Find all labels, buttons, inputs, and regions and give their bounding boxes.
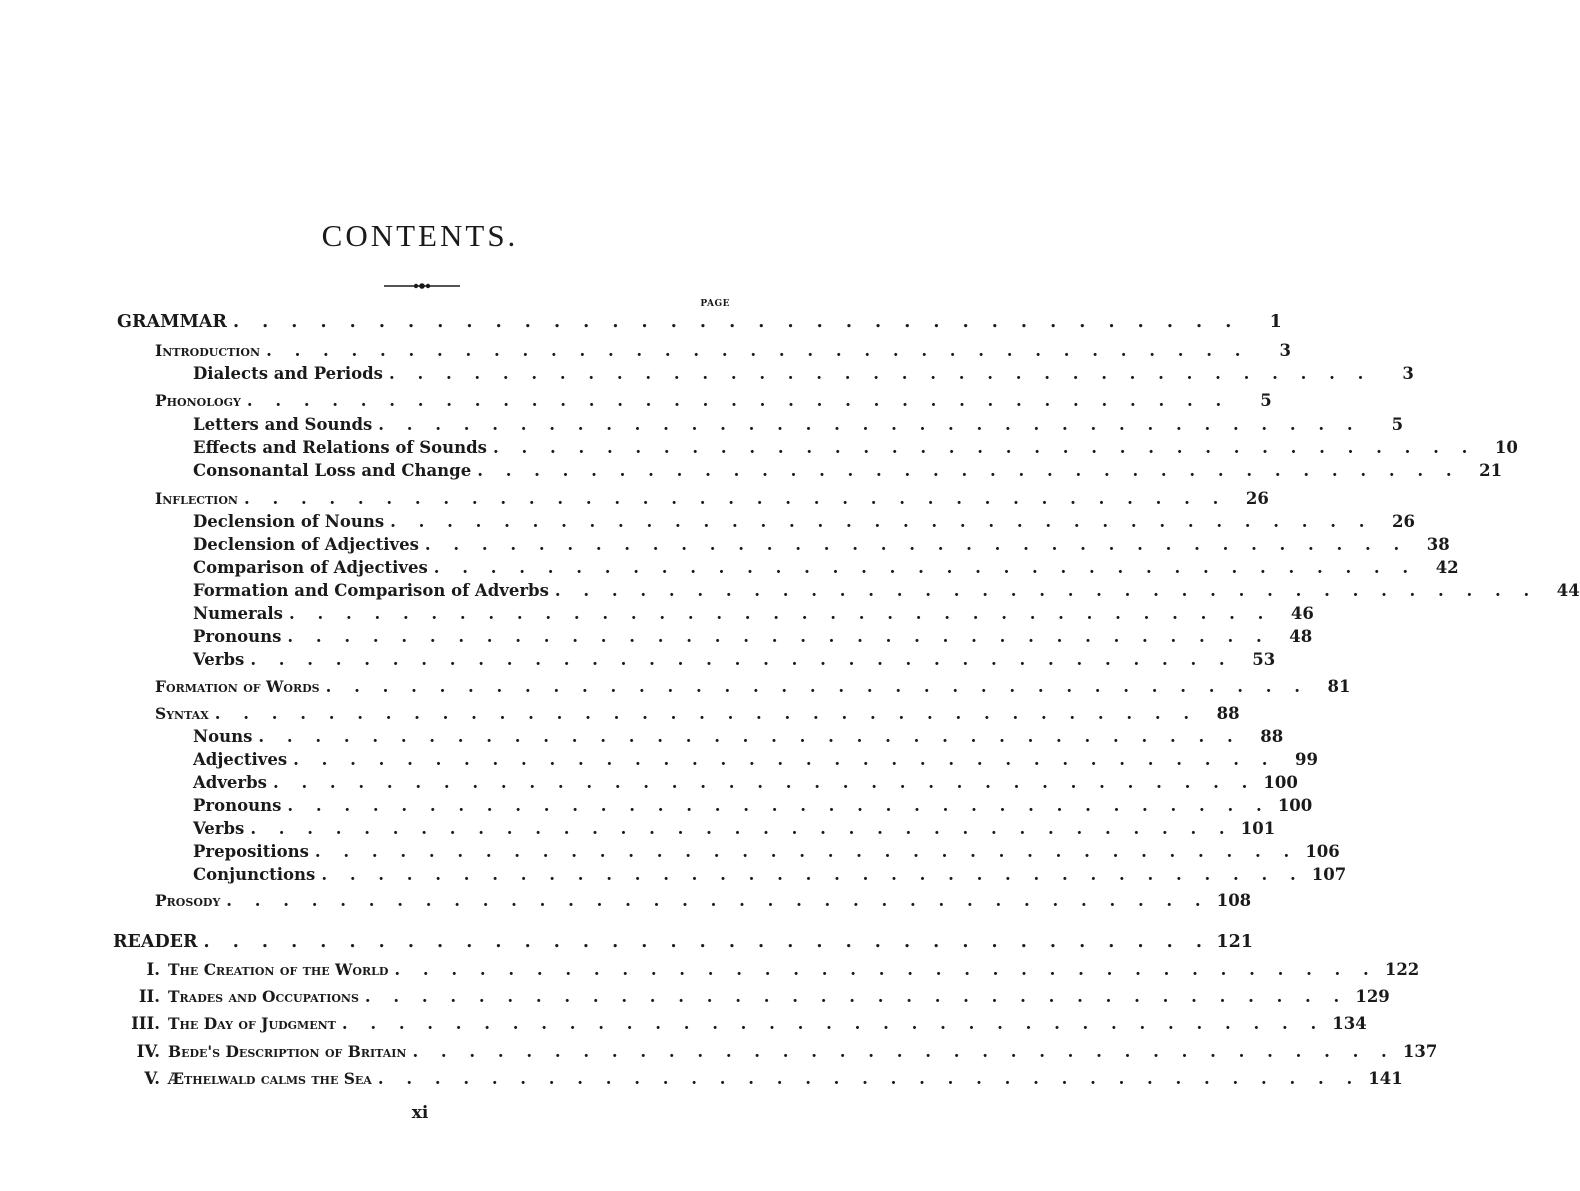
dot-leader: . . . . . . . . . . . . . . . . . . . . . . . . . . . . . . . . . . . xyxy=(232,312,1240,332)
toc-page: 122 xyxy=(1384,960,1420,979)
page-column-header: PAGE xyxy=(700,299,730,309)
toc-entry-formation-words[interactable] xyxy=(155,675,1351,697)
toc-entry-reader[interactable] xyxy=(113,930,1253,952)
toc-label: Pronouns xyxy=(193,796,282,815)
toc-page: 5 xyxy=(1391,415,1404,434)
toc-entry-pronouns[interactable] xyxy=(193,625,1313,647)
toc-page: 3 xyxy=(1402,364,1414,383)
toc-entry-prosody[interactable] xyxy=(155,889,1252,911)
dot-leader: . . . . . . . . . . . . . . . . . . . . . . . . . . . . . . . . . . . xyxy=(378,415,1362,434)
toc-entry-reader-item[interactable] xyxy=(122,1040,1438,1062)
toc-entry-reader-item[interactable] xyxy=(122,985,1390,1007)
toc-label: Declension of Nouns xyxy=(193,512,385,531)
toc-item-number: III. xyxy=(131,1014,160,1033)
toc-entry-reader-item[interactable] xyxy=(122,958,1420,980)
toc-page: 44 xyxy=(1556,581,1580,600)
toc-label: Formation and Comparison of Adverbs xyxy=(193,581,549,600)
dot-leader: . . . . . . . . . . . . . . . . . . . . . . . . . . . . . . . . . . . xyxy=(214,704,1198,723)
dot-leader: . . . . . . . . . . . . . . . . . . . . . . . . . . . . . . . . . . . xyxy=(287,796,1271,815)
toc-page: 100 xyxy=(1277,796,1313,815)
toc-entry-numerals[interactable] xyxy=(193,602,1314,624)
toc-page: 81 xyxy=(1327,677,1351,696)
dot-leader: . . . . . . . . . . . . . . . . . . . . . . . . . . . . . . . . . . . xyxy=(394,960,1378,979)
toc-entry-syntax-adverbs[interactable] xyxy=(193,771,1298,793)
toc-page: 21 xyxy=(1479,461,1503,480)
toc-entry-declension-adjectives[interactable] xyxy=(193,533,1450,555)
toc-entry-syntax-pronouns[interactable] xyxy=(193,794,1313,816)
toc-entry-syntax[interactable] xyxy=(155,702,1240,724)
toc-page: 134 xyxy=(1332,1014,1367,1033)
toc-page: 53 xyxy=(1252,650,1276,669)
toc-entry-effects[interactable] xyxy=(193,436,1518,458)
toc-page: 26 xyxy=(1392,512,1416,531)
toc-page: 42 xyxy=(1435,558,1459,577)
toc-item-label-group xyxy=(122,1069,372,1089)
toc-item-number: II. xyxy=(138,987,160,1006)
toc-entry-phonology[interactable] xyxy=(155,389,1272,411)
toc-label: Æthelwald calms the Sea xyxy=(168,1069,372,1088)
toc-item-label-group xyxy=(122,1042,406,1062)
toc-item-label-group xyxy=(122,987,359,1007)
page-title: CONTENTS. xyxy=(321,218,519,253)
toc-label: Dialects and Periods xyxy=(193,364,383,383)
toc-label: Introduction xyxy=(155,341,261,360)
dot-leader: . . . . . . . . . . . . . . . . . . . . . . . . . . . . . . . . . . . xyxy=(364,987,1348,1006)
dot-leader: . . . . . . . . . . . . . . . . . . . . . . . . . . . . . . . . . . . xyxy=(314,842,1298,861)
toc-page: 129 xyxy=(1355,987,1390,1006)
dot-leader: . . . . . . . . . . . . . . . . . . . . . . . . . . . . . . . . . . . xyxy=(226,891,1210,910)
dot-leader: . . . . . . . . . . . . . . . . . . . . . . . . . . . . . . . . . . . xyxy=(243,489,1227,508)
toc-label: Inflection xyxy=(155,489,238,508)
toc-label: Nouns xyxy=(193,727,253,746)
dot-leader: . . . . . . . . . . . . . . . . . . . . . . . . . . . . . . . . . . . xyxy=(388,364,1372,383)
toc-page: 107 xyxy=(1311,865,1347,884)
toc-entry-syntax-nouns[interactable] xyxy=(193,725,1284,747)
toc-page: 137 xyxy=(1402,1042,1438,1061)
dot-leader: . . . . . . . . . . . . . . . . . . . . . . . . . . . . . . . . . . . xyxy=(390,512,1374,531)
toc-entry-consonantal[interactable] xyxy=(193,459,1503,481)
dot-leader: . . . . . . . . . . . . . . . . . . . . . . . . . . . . . . . . . . . xyxy=(293,750,1276,769)
dot-leader: . . . . . . . . . . . . . . . . . . . . . . . . . . . . . . . . . . . xyxy=(325,677,1309,696)
toc-label: Pronouns xyxy=(193,627,282,646)
toc-label: Phonology xyxy=(155,391,241,410)
toc-entry-syntax-prepositions[interactable] xyxy=(193,840,1340,862)
toc-label: GRAMMAR xyxy=(117,312,227,332)
dot-leader: . . . . . . . . . . . . . . . . . . . . . . . . . . . . . . . . . . . xyxy=(250,819,1234,838)
toc-item-number: IV. xyxy=(136,1042,160,1061)
page-number-footer: xi xyxy=(411,1103,429,1123)
dot-leader: . . . . . . . . . . . . . . . . . . . . . . . . . . . . . . . . . . . xyxy=(341,1014,1325,1033)
toc-label: Comparison of Adjectives xyxy=(193,558,428,577)
toc-page: 100 xyxy=(1263,773,1298,792)
toc-item-label-group xyxy=(122,1014,336,1034)
toc-page: 141 xyxy=(1368,1069,1403,1088)
toc-label: Prosody xyxy=(155,891,221,910)
dot-leader: . . . . . . . . . . . . . . . . . . . . . . . . . . . . . . . . . . . xyxy=(412,1042,1396,1061)
toc-entry-grammar[interactable] xyxy=(117,310,1282,332)
toc-page: 88 xyxy=(1216,704,1240,723)
toc-label: Letters and Sounds xyxy=(193,415,373,434)
toc-label: The Creation of the World xyxy=(168,960,389,979)
toc-entry-introduction[interactable] xyxy=(155,339,1291,361)
toc-entry-letters[interactable] xyxy=(193,413,1404,435)
toc-entry-reader-item[interactable] xyxy=(122,1067,1403,1089)
toc-label: Numerals xyxy=(193,604,283,623)
dot-leader: . . . . . . . . . . . . . . . . . . . . . . . . . . . . . . . . . . . xyxy=(433,558,1417,577)
toc-page: 121 xyxy=(1216,932,1253,952)
toc-label: Adjectives xyxy=(193,750,288,769)
toc-label: The Day of Judgment xyxy=(168,1014,336,1033)
dot-leader: . . . . . . . . . . . . . . . . . . . . . . . . . . . . . . . . . . . xyxy=(266,341,1249,360)
toc-page: 101 xyxy=(1240,819,1276,838)
toc-item-number: I. xyxy=(146,960,160,979)
toc-label: Formation of Words xyxy=(155,677,320,696)
divider-ornament xyxy=(382,279,462,293)
toc-page: 46 xyxy=(1290,604,1314,623)
toc-item-number: V. xyxy=(144,1069,160,1088)
toc-page: 106 xyxy=(1305,842,1340,861)
dot-leader: . . . . . . . . . . . . . . . . . . . . . . . . . . . . . . . . . . . xyxy=(554,581,1538,600)
toc-label: Verbs xyxy=(193,819,245,838)
toc-page: 38 xyxy=(1426,535,1450,554)
toc-label: Prepositions xyxy=(193,842,309,861)
toc-page: 10 xyxy=(1494,438,1518,457)
toc-label: Trades and Occupations xyxy=(168,987,359,1006)
toc-entry-syntax-verbs[interactable] xyxy=(193,817,1276,839)
dot-leader: . . . . . . . . . . . . . . . . . . . . . . . . . . . . . . . . . . . xyxy=(492,438,1476,457)
toc-page: 48 xyxy=(1289,627,1313,646)
toc-label: Conjunctions xyxy=(193,865,316,884)
toc-label: Adverbs xyxy=(193,773,267,792)
toc-entry-reader-item[interactable] xyxy=(122,1012,1367,1034)
toc-label: Declension of Adjectives xyxy=(193,535,419,554)
toc-entry-formation-adverbs[interactable] xyxy=(193,579,1580,601)
toc-page: 108 xyxy=(1216,891,1252,910)
dot-leader: . . . . . . . . . . . . . . . . . . . . . . . . . . . . . . . . . . . xyxy=(250,650,1234,669)
toc-entry-syntax-conjunctions[interactable] xyxy=(193,863,1347,885)
dot-leader: . . . . . . . . . . . . . . . . . . . . . . . . . . . . . . . . . . . xyxy=(203,932,1211,952)
toc-page: 5 xyxy=(1260,391,1272,410)
toc-label: Effects and Relations of Sounds xyxy=(193,438,487,457)
toc-entry-comparison-adjectives[interactable] xyxy=(193,556,1459,578)
dot-leader: . . . . . . . . . . . . . . . . . . . . . . . . . . . . . . . . . . . xyxy=(272,773,1256,792)
toc-label: READER xyxy=(113,932,198,952)
toc-item-label-group xyxy=(122,960,388,980)
toc-entry-declension-nouns[interactable] xyxy=(193,510,1416,532)
dot-leader: . . . . . . . . . . . . . . . . . . . . . . . . . . . . . . . . . . . xyxy=(424,535,1408,554)
toc-entry-dialects[interactable] xyxy=(193,362,1414,384)
toc-label: Syntax xyxy=(155,704,209,723)
toc-page: 88 xyxy=(1260,727,1284,746)
toc-label: Bede's Description of Britain xyxy=(168,1042,407,1061)
toc-page: 99 xyxy=(1295,750,1318,769)
dot-leader: . . . . . . . . . . . . . . . . . . . . . . . . . . . . . . . . . . . xyxy=(288,604,1272,623)
toc-entry-syntax-adjectives[interactable] xyxy=(193,748,1318,770)
toc-page: 3 xyxy=(1279,341,1291,360)
toc-page: 1 xyxy=(1269,312,1282,332)
dot-leader: . . . . . . . . . . . . . . . . . . . . . . . . . . . . . . . . . . . xyxy=(258,727,1242,746)
dot-leader: . . . . . . . . . . . . . . . . . . . . . . . . . . . . . . . . . . . xyxy=(321,865,1305,884)
toc-entry-verbs[interactable] xyxy=(193,648,1276,670)
toc-label: Verbs xyxy=(193,650,245,669)
dot-leader: . . . . . . . . . . . . . . . . . . . . . . . . . . . . . . . . . . . xyxy=(287,627,1271,646)
dot-leader: . . . . . . . . . . . . . . . . . . . . . . . . . . . . . . . . . . . xyxy=(377,1069,1361,1088)
toc-label: Consonantal Loss and Change xyxy=(193,461,472,480)
toc-entry-inflection[interactable] xyxy=(155,487,1269,509)
dot-leader: . . . . . . . . . . . . . . . . . . . . . . . . . . . . . . . . . . . xyxy=(246,391,1230,410)
dot-leader: . . . . . . . . . . . . . . . . . . . . . . . . . . . . . . . . . . . xyxy=(477,461,1461,480)
toc-page: 26 xyxy=(1245,489,1269,508)
